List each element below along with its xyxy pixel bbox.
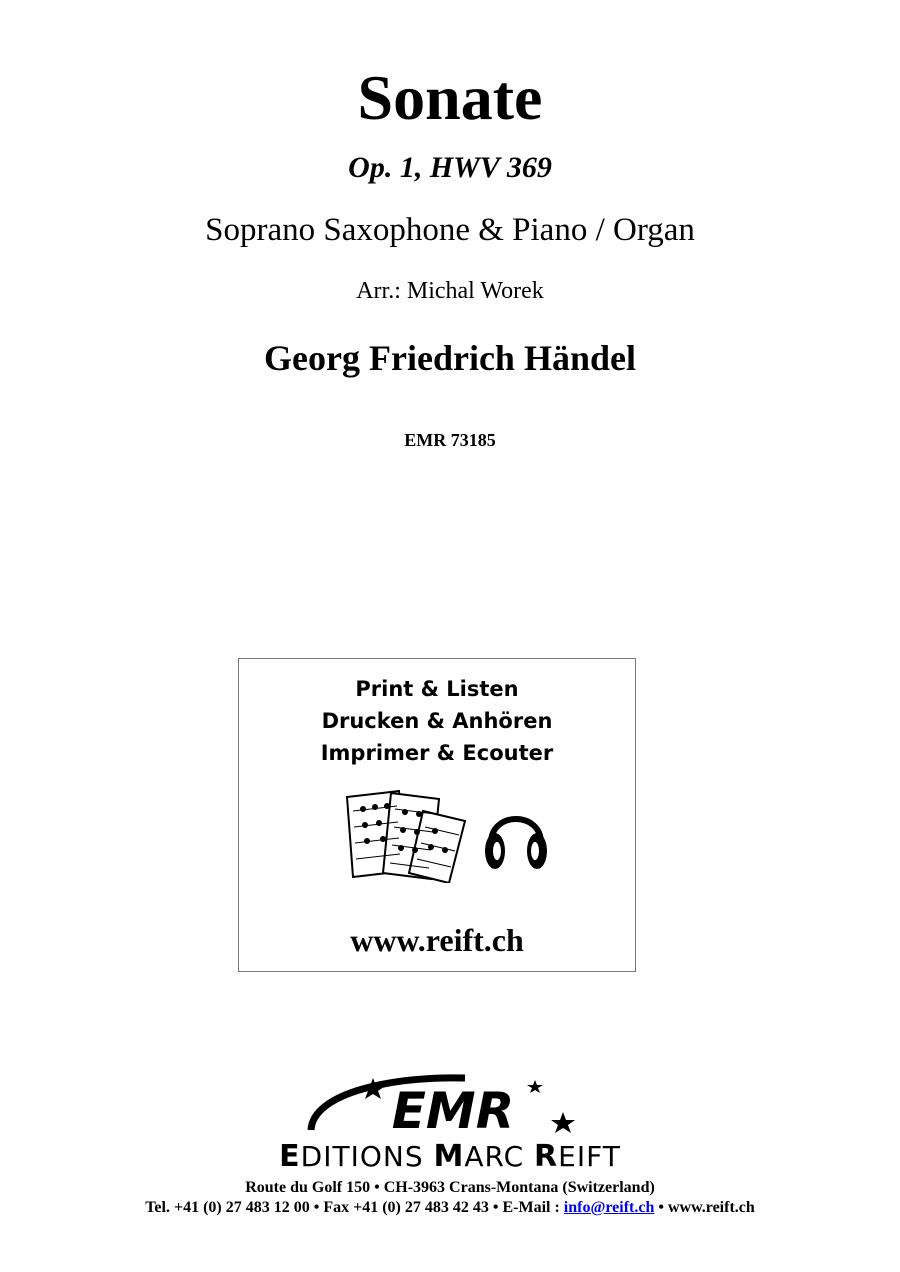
brand-cap-r: R (534, 1139, 559, 1174)
contact-suffix: • www.reift.ch (654, 1199, 755, 1216)
brand-cap-e: E (279, 1139, 301, 1174)
publisher-contact (0, 1198, 900, 1218)
arranger: Arr.: Michal Worek (356, 278, 544, 304)
brand-rest-r: EIFT (558, 1140, 621, 1173)
sheet-music-icon (339, 789, 469, 883)
catalog-number: EMR 73185 (404, 430, 496, 450)
opus-subtitle: Op. 1, HWV 369 (348, 151, 552, 184)
emr-logo-text: EMR (391, 1082, 515, 1140)
instrumentation: Soprano Saxophone & Piano / Organ (205, 212, 695, 248)
print-listen-box (238, 658, 636, 972)
contact-prefix: Tel. +41 (0) 27 483 12 00 • Fax +41 (0) 27 483 42 43 • E-Mail : (145, 1199, 564, 1216)
headphones-icon (483, 799, 549, 873)
emr-logo (305, 1072, 585, 1144)
promo-line-german: Drucken & Anhören (321, 709, 553, 733)
brand-cap-m: M (433, 1139, 465, 1174)
promo-line-english: Print & Listen (355, 677, 519, 701)
publisher-address: Route du Golf 150 • CH-3963 Crans-Montana (Switzerland) (245, 1179, 655, 1196)
composer: Georg Friedrich Händel (264, 338, 636, 378)
brand-rest-m: ARC (464, 1140, 535, 1173)
page-title: Sonate (357, 62, 543, 133)
promo-line-french: Imprimer & Ecouter (320, 741, 554, 765)
email-link[interactable]: info@reift.ch (563, 1199, 655, 1216)
promo-website-link[interactable]: www.reift.ch (350, 922, 524, 958)
brand-rest-e: DITIONS (300, 1140, 434, 1173)
publisher-name (0, 1140, 900, 1174)
